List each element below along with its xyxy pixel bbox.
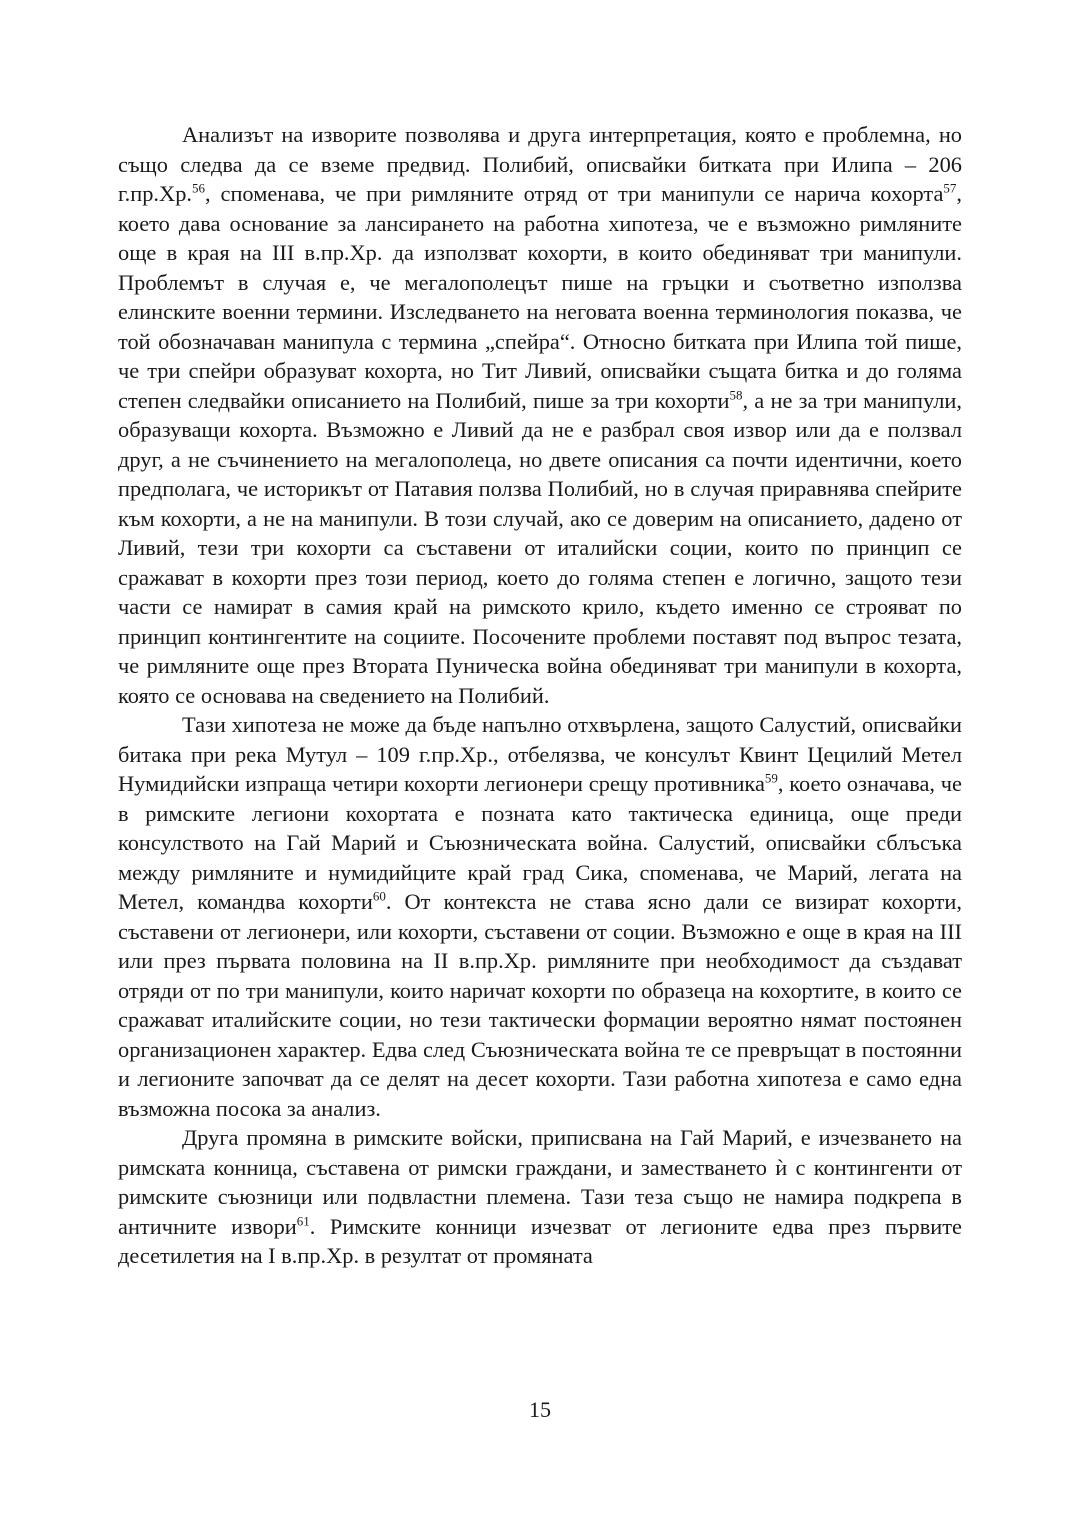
- footnote-ref-61: 61: [296, 1213, 310, 1229]
- footnote-ref-58: 58: [729, 387, 743, 403]
- paragraph-1: [118, 120, 962, 710]
- paragraph-2-text-3: . От контекста не става ясно дали се визират кохорти, съставени от легионери, или кохорти, съставени от соции. Възможно е още в края на III или през първата половина на II в.пр.Хр. римляните при необходимост да създават отряди от по три манипули, които наричат кохорти по образеца на кохортите, в които се сражават италийските соции, но тези тактически формации вероятно нямат постоянен организационен характер. Едва след Съюзническата война те се превръщат в постоянни и легионите започват да се делят на десет кохорти. Тази работна хипотеза е само една възможна посока за анализ.: [118, 889, 963, 1121]
- paragraph-3-text-1: Друга промяна в римските войски, приписвана на Гай Марий, е изчезването на римската конница, съставена от римски граждани, и заместването ѝ с контингенти от римските съюзници или подвластни племена. Тази теза също не намира подкрепа в античните извори: [118, 1125, 962, 1239]
- paragraph-1-text-2: , споменава, че при римляните отряд от три манипули се нарича кохорта: [205, 181, 944, 206]
- footnote-ref-60: 60: [372, 888, 386, 904]
- paragraph-1-text-3: , което дава основание за лансирането на работна хипотеза, че е възможно римляните още в края на III в.пр.Хр. да използват кохорти, в които обединяват три манипули. Проблемът в случая е, че мегалополецът пише на гръцки и съответно използва елинските военни термини. Изследването на неговата военна терминология показва, че той обозначаван манипула с термина „спейра“. Относно битката при Илипа той пише, че три спейри образуват кохорта, но Тит Ливий, описвайки същата битка и до голяма степен следвайки описанието на Полибий, пише за три кохорти: [118, 181, 962, 413]
- paragraph-1-text-1: Анализът на изворите позволява и друга интерпретация, която е проблемна, но също следва да се вземе предвид. Полибий, описвайки битката при Илипа – 206 г.пр.Хр.: [118, 122, 962, 206]
- paragraph-3-text-2: . Римските конници изчезват от легионите едва през първите десетилетия на I в.пр.Хр. в резултат от промяната: [118, 1213, 962, 1268]
- footnote-ref-59: 59: [764, 770, 778, 786]
- footnote-ref-56: 56: [192, 180, 205, 196]
- paragraph-2: [118, 710, 962, 1123]
- paragraph-1-text-4: , а не за три манипули, образуващи кохорта. Възможно е Ливий да не е разбрал своя извор или да е ползвал друг, а не съчинението на мегалополеца, но двете описания са почти идентични, което предполага, че историкът от Патавия ползва Полибий, но в случая приравнява спейрите към кохорти, а не на манипули. В този случай, ако се доверим на описанието, дадено от Ливий, тези три кохорти са съставени от италийски соции, които по принцип се сражават в кохорти през този период, което до голяма степен е логично, защото тези части се намират в самия край на римското крило, където именно се строяват по принцип контингентите на социите. Посочените проблеми поставят под въпрос тезата, че римляните още през Втората Пуническа война обединяват три манипули в кохорта, която се основава на сведението на Полибий.: [118, 387, 962, 708]
- paragraph-2-text-1: Тази хипотеза не може да бъде напълно отхвърлена, защото Салустий, описвайки битака при река Мутул – 109 г.пр.Хр., отбелязва, че консулът Квинт Цецилий Метел Нумидийски изпраща четири кохорти легионери срещу противника: [118, 712, 962, 796]
- paragraph-2-text-2: , което означава, че в римските легиони кохортата е позната като тактическа единица, още преди консулството на Гай Марий и Съюзническата война. Салустий, описвайки сблъсъка между римляните и нумидийците край град Сика, споменава, че Марий, легата на Метел, командва кохорти: [118, 771, 962, 914]
- paragraph-3: [118, 1123, 962, 1271]
- page-body: [118, 120, 962, 1271]
- footnote-ref-57: 57: [943, 180, 957, 196]
- page-number: 15: [529, 1397, 551, 1422]
